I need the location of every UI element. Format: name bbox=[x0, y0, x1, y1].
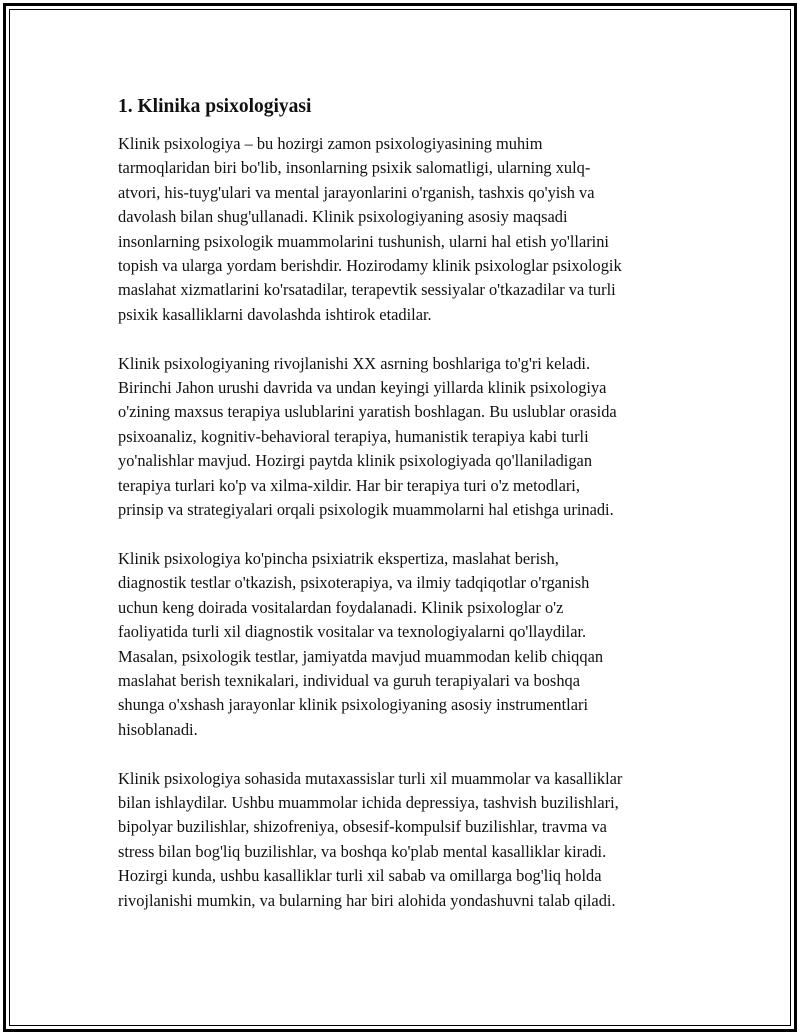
paragraph bbox=[118, 547, 684, 742]
text-line: uchun keng doirada vositalardan foydalanadi. Klinik psixologlar o'z bbox=[118, 597, 564, 617]
text-line: hisoblanadi. bbox=[118, 719, 198, 739]
text-line: psixoanaliz, kognitiv-behavioral terapiya, humanistik terapiya kabi turli bbox=[118, 426, 589, 446]
text-line: davolash bilan shug'ullanadi. Klinik psixologiyaning asosiy maqsadi bbox=[118, 207, 568, 227]
text-line: Hozirgi kunda, ushbu kasalliklar turli xil sabab va omillarga bog'liq holda bbox=[118, 866, 602, 886]
text-line: yo'nalishlar mavjud. Hozirgi paytda klinik psixologiyada qo'llaniladigan bbox=[118, 451, 593, 471]
text-line: Klinik psixologiya sohasida mutaxassislar turli xil muammolar va kasalliklar bbox=[118, 768, 623, 788]
paragraph bbox=[118, 352, 684, 523]
text-line: maslahat xizmatlarini ko'rsatadilar, terapevtik sessiyalar o'tkazadilar va turli bbox=[118, 280, 616, 300]
document-content bbox=[118, 94, 684, 937]
text-line: diagnostik testlar o'tkazish, psixoterapiya, va ilmiy tadqiqotlar o'rganish bbox=[118, 573, 590, 593]
text-line: Klinik psixologiyaning rivojlanishi XX asrning boshlariga to'g'ri keladi. bbox=[118, 353, 591, 373]
text-line: prinsip va strategiyalari orqali psixologik muammolarni hal etishga urinadi. bbox=[118, 500, 614, 520]
text-line: bilan ishlaydilar. Ushbu muammolar ichida depressiya, tashvish buzilishlari, bbox=[118, 792, 619, 812]
text-line: shunga o'xshash jarayonlar klinik psixologiyaning asosiy instrumentlari bbox=[118, 695, 589, 715]
paragraph-list bbox=[118, 132, 684, 913]
section-title: 1. Klinika psixologiyasi bbox=[118, 96, 312, 117]
text-line: tarmoqlaridan biri bo'lib, insonlarning psixik salomatligi, ularning xulq- bbox=[118, 158, 591, 178]
text-line: Masalan, psixologik testlar, jamiyatda mavjud muammodan kelib chiqqan bbox=[118, 646, 604, 666]
text-line: Klinik psixologiya – bu hozirgi zamon psixologiyasining muhim bbox=[118, 134, 543, 153]
text-line: Birinchi Jahon urushi davrida va undan keyingi yillarda klinik psixologiya bbox=[118, 378, 607, 398]
text-line: atvori, his-tuyg'ulari va mental jarayonlarini o'rganish, tashxis qo'yish va bbox=[118, 182, 595, 202]
text-line: faoliyatida turli xil diagnostik vositalar va texnologiyalarni qo'llaydilar. bbox=[118, 622, 587, 642]
text-line: psixik kasalliklarni davolashda ishtirok etadilar. bbox=[118, 304, 432, 324]
text-line: bipolyar buzilishlar, shizofreniya, obsesif-kompulsif buzilishlar, travma va bbox=[118, 817, 607, 837]
text-line: terapiya turlari ko'p va xilma-xildir. Har bir terapiya turi o'z metodlari, bbox=[118, 475, 580, 495]
text-line: Klinik psixologiya ko'pincha psixiatrik ekspertiza, maslahat berish, bbox=[118, 548, 559, 568]
text-line: topish va ularga yordam berishdir. Hozirodamy klinik psixologlar psixologik bbox=[118, 256, 622, 276]
text-line: insonlarning psixologik muammolarini tushunish, ularni hal etish yo'llarini bbox=[118, 231, 609, 251]
paragraph bbox=[118, 767, 684, 913]
text-line: rivojlanishi mumkin, va bularning har biri alohida yondashuvni talab qiladi. bbox=[118, 890, 616, 910]
text-line: o'zining maxsus terapiya uslublarini yaratish boshlagan. Bu uslublar orasida bbox=[118, 402, 617, 422]
text-line: stress bilan bog'liq buzilishlar, va boshqa ko'plab mental kasalliklar kiradi. bbox=[118, 841, 607, 861]
paragraph bbox=[118, 132, 684, 327]
text-line: maslahat berish texnikalari, individual va guruh terapiyalari va boshqa bbox=[118, 670, 580, 690]
